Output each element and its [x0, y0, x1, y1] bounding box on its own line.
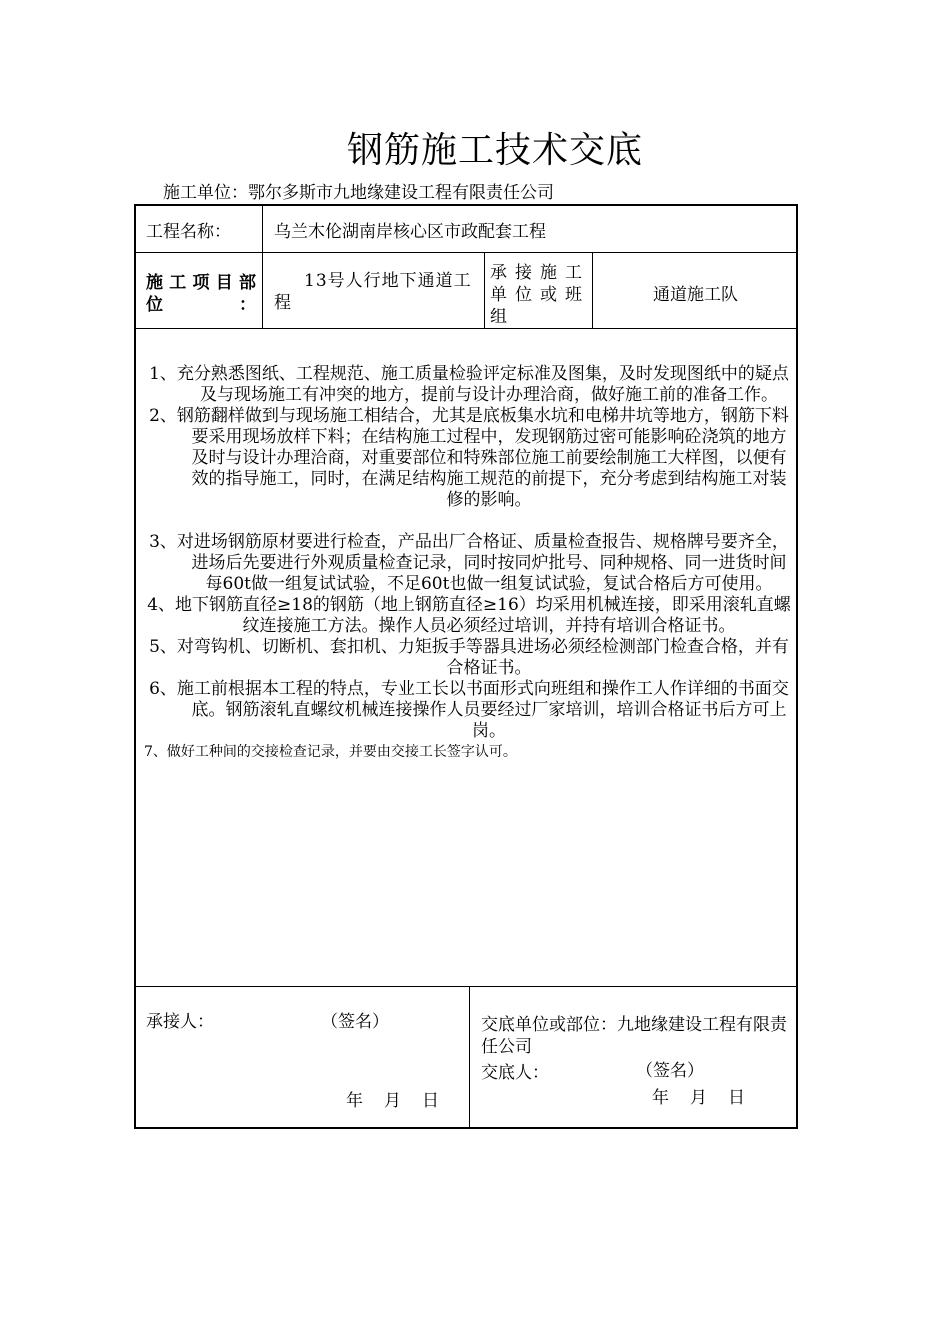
document-title: 钢筋施工技术交底: [346, 130, 643, 171]
handover-unit-label: 交底单位或部位：九地缘建设工程有限责任公司: [481, 1015, 787, 1057]
team-label: 承接施工单位或班组: [490, 263, 586, 327]
list-item: 4、地下钢筋直径≥18的钢筋（地上钢筋直径≥16）均采用机械连接，即采用滚轧直螺纹连接施工方法。操作人员必须经过培训，并持有培训合格证书。: [147, 595, 791, 636]
handover-sign-note: （签名）: [636, 1061, 704, 1081]
col-divider: [484, 252, 485, 328]
team-value: 通道施工队: [653, 285, 738, 305]
receiver-date: 年 月 日: [346, 1091, 441, 1111]
list-item: 3、对进场钢筋原材要进行检查，产品出厂合格证、质量检查报告、规格牌号要齐全，进场后先要进行外观质量检查记录，同时按同炉批号、同种规格、同一进货时间每60t做一组复试试验，不足60t也做一组复试试验，复试合格后方可使用。: [149, 532, 789, 594]
receiver-label: 承接人：: [146, 1012, 214, 1032]
part-label: 施工项目部位：: [146, 273, 256, 315]
handover-person-label: 交底人：: [481, 1063, 549, 1083]
handover-table: [134, 204, 798, 1129]
construction-unit: 施工单位：鄂尔多斯市九地缘建设工程有限责任公司: [163, 183, 554, 203]
row-divider: [136, 252, 796, 253]
row-divider: [136, 986, 796, 987]
receiver-sign-note: （签名）: [321, 1012, 389, 1032]
project-name-value: 乌兰木伦湖南岸核心区市政配套工程: [274, 222, 546, 242]
col-divider: [469, 986, 470, 1129]
project-name-label: 工程名称：: [146, 222, 231, 242]
handover-date: 年 月 日: [652, 1088, 747, 1108]
row-divider: [136, 328, 796, 329]
list-item: 2、钢筋翻样做到与现场施工相结合，尤其是底板集水坑和电梯井坑等地方，钢筋下料要采用现场放样下料；在结构施工过程中，发现钢筋过密可能影响砼浇筑的地方及时与设计办理洽商，对重要部位和特殊部位施工前要绘制施工大样图，以便有效的指导施工，同时，在满足结构施工规范的前提下，充分考虑到结构施工对装修的影响。: [149, 406, 789, 510]
part-value: 13号人行地下通道工程: [274, 271, 472, 313]
col-divider: [262, 206, 263, 328]
list-item: 1、充分熟悉图纸、工程规范、施工质量检验评定标准及图集，及时发现图纸中的疑点及与现场施工有冲突的地方，提前与设计办理洽商，做好施工前的准备工作。: [149, 364, 789, 405]
list-item: 7、做好工种间的交接检查记录，并要由交接工长签字认可。: [144, 744, 517, 760]
handover-content: [144, 364, 794, 763]
list-item: 6、施工前根据本工程的特点，专业工长以书面形式向班组和操作工人作详细的书面交底。钢筋滚轧直螺纹机械连接操作人员要经过厂家培训，培训合格证书后方可上岗。: [149, 679, 789, 741]
list-item: 5、对弯钩机、切断机、套扣机、力矩扳手等器具进场必须经检测部门检查合格，并有合格证书。: [149, 637, 789, 678]
